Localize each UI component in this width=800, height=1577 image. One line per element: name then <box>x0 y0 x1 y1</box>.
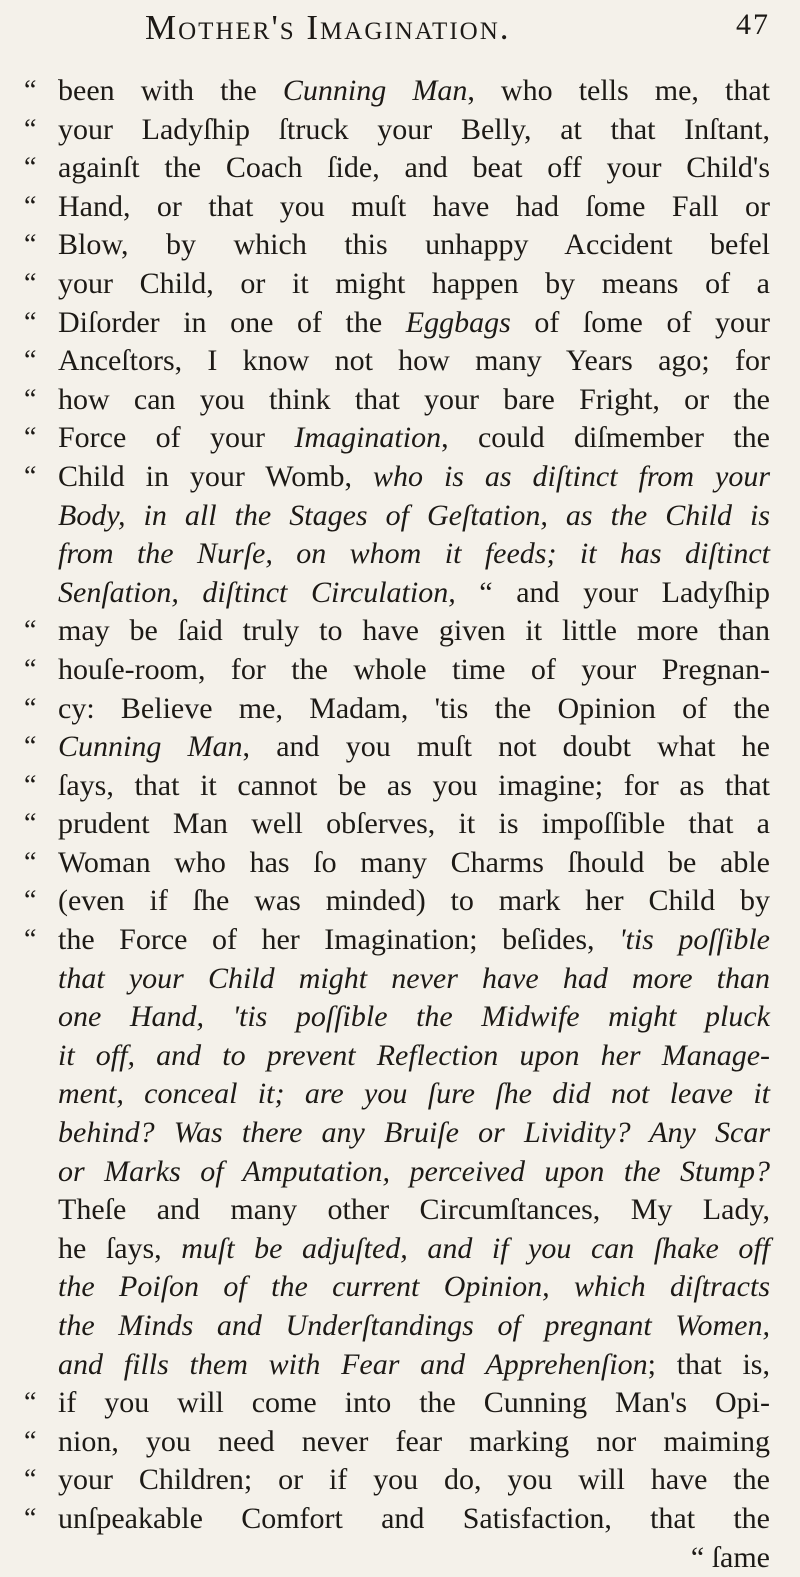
text-line <box>24 728 770 767</box>
quotation-mark: “ <box>24 808 37 840</box>
roman-text: the Force of her Imagination; beſides, <box>58 923 620 957</box>
quotation-mark: “ <box>24 615 37 647</box>
italic-text: it off, and to prevent Reflection upon her Manage- <box>58 1038 770 1072</box>
text-line <box>24 882 770 921</box>
quotation-mark: “ <box>24 190 37 222</box>
line-text <box>58 421 770 454</box>
text-line <box>24 265 770 304</box>
line-text <box>58 1232 770 1265</box>
line-text <box>58 1386 770 1419</box>
quotation-mark: “ <box>24 422 37 454</box>
quotation-mark: “ <box>24 653 37 685</box>
body-text <box>24 72 771 1577</box>
italic-text: that your Child might never have had more than <box>58 961 770 995</box>
quotation-mark: “ <box>24 1502 37 1534</box>
quotation-mark: “ <box>24 1425 37 1457</box>
line-text <box>58 74 770 107</box>
quotation-mark: “ <box>24 113 37 145</box>
line-text <box>58 576 770 609</box>
text-line <box>24 149 770 188</box>
line-text <box>58 1309 770 1342</box>
line-text <box>58 962 770 995</box>
text-line <box>24 226 770 265</box>
text-line <box>58 1037 770 1076</box>
text-line <box>24 1500 770 1539</box>
line-text <box>58 1000 770 1033</box>
italic-text: the Minds and Underſtandings of pregnant Women, <box>58 1309 770 1342</box>
text-line <box>24 844 770 883</box>
italic-text: and fills them with Fear and Apprehenſion <box>58 1347 648 1381</box>
text-line <box>24 1384 770 1423</box>
line-text <box>58 113 770 146</box>
roman-text: houſe-room, for the whole time of your Pregnan- <box>58 652 770 686</box>
roman-text: how can you think that your bare Fright, or the <box>58 382 770 416</box>
text-line <box>24 805 770 844</box>
line-text <box>58 1463 770 1496</box>
quotation-mark: “ <box>24 692 37 724</box>
quotation-mark: “ <box>24 152 37 184</box>
line-text <box>58 1116 770 1149</box>
line-text <box>58 923 770 956</box>
italic-text: Body, in all the Stages of Geſtation, as the Child is <box>58 498 770 532</box>
line-text <box>58 1077 770 1110</box>
line-text <box>58 807 770 840</box>
line-text <box>58 653 770 686</box>
roman-text: , who tells me, that <box>467 74 771 107</box>
text-line <box>24 304 770 343</box>
text-line <box>58 960 770 999</box>
line-text <box>58 460 770 493</box>
page-number: 47 <box>736 8 770 41</box>
roman-text: Force of your <box>58 421 295 455</box>
quotation-mark: “ <box>24 75 37 106</box>
text-line <box>24 419 770 458</box>
roman-text: againſt the Coach ſide, and beat off your Child's <box>58 151 770 185</box>
italic-text: Senſation, diſtinct Circulation, <box>58 575 456 609</box>
roman-text: Anceſtors, I know not how many Years ago; for <box>58 344 770 378</box>
line-text <box>58 1155 770 1188</box>
line-text <box>58 1425 770 1458</box>
italic-text: 'tis poſſible <box>619 923 771 957</box>
quotation-mark: “ <box>24 267 37 299</box>
text-line <box>58 1191 770 1230</box>
line-text <box>58 884 770 917</box>
roman-text: unſpeakable Comfort and Satisfaction, that the <box>58 1501 770 1535</box>
line-text <box>58 730 770 763</box>
line-text <box>58 1193 770 1226</box>
running-header <box>145 8 770 48</box>
italic-text: one Hand, 'tis poſſible the Midwife might pluck <box>58 1000 770 1034</box>
quotation-mark: “ <box>24 885 37 917</box>
roman-text: Blow, by which this unhappy Accident befel <box>58 228 770 262</box>
line-text <box>58 267 770 300</box>
italic-text: Imagination <box>294 421 442 455</box>
quotation-mark: “ <box>24 1464 37 1496</box>
text-line <box>24 921 771 960</box>
roman-text: Diſorder in one of the <box>58 305 406 339</box>
text-line <box>24 188 770 227</box>
text-line <box>58 1114 770 1153</box>
quotation-mark: “ <box>24 731 37 763</box>
roman-text: your Ladyſhip ſtruck your Belly, at that Inſtant, <box>58 112 770 146</box>
text-line <box>58 1230 770 1269</box>
roman-text: he ſays, <box>58 1231 182 1265</box>
line-text <box>58 228 770 261</box>
running-title: Mother's Imagination. <box>145 8 511 47</box>
roman-text: Hand, or that you muſt have had ſome Fall or <box>58 189 770 223</box>
italic-text: the Poiſon of the current Opinion, which diſtracts <box>58 1270 770 1304</box>
line-text <box>58 151 770 184</box>
quotation-mark: “ <box>24 846 37 878</box>
line-text <box>58 499 770 532</box>
italic-text: or Marks of Amputation, perceived upon the Stump? <box>58 1154 770 1188</box>
roman-text: “ and your Ladyſhip <box>455 575 770 609</box>
roman-text: ſays, that it cannot be as you imagine; for as that <box>58 768 770 802</box>
quotation-mark: “ <box>24 1387 37 1419</box>
line-text <box>58 1502 770 1535</box>
text-line <box>58 1075 770 1114</box>
roman-text: Child in your Womb, <box>58 459 374 493</box>
quotation-mark: “ <box>24 383 37 415</box>
line-text <box>58 614 770 647</box>
line-text <box>58 769 770 802</box>
line-text <box>58 1270 770 1303</box>
text-line <box>24 767 770 806</box>
text-line <box>24 690 770 729</box>
roman-text: of ſome of your <box>510 305 770 339</box>
roman-text: if you will come into the Cunning Man's Opi- <box>58 1386 770 1420</box>
text-line <box>58 1307 770 1346</box>
text-line <box>24 342 770 381</box>
text-line <box>58 1346 770 1385</box>
line-text <box>58 692 770 725</box>
text-line <box>58 535 770 574</box>
italic-text: Cunning Man <box>282 74 468 107</box>
roman-text: may be ſaid truly to have given it little more than <box>58 614 770 648</box>
quotation-mark: “ <box>24 924 37 956</box>
roman-text: prudent Man well obſerves, it is impoſſible that a <box>58 807 770 841</box>
line-text <box>58 537 770 570</box>
italic-text: ment, conceal it; are you ſure ſhe did not leave it <box>58 1077 770 1111</box>
italic-text: Eggbags <box>405 305 511 339</box>
roman-text: Theſe and many other Circumſtances, My Lady, <box>58 1193 770 1227</box>
line-text <box>58 846 770 879</box>
roman-text: (even if ſhe was minded) to mark her Child by <box>58 884 770 918</box>
roman-text: , and you muſt not doubt what he <box>242 730 770 764</box>
line-text <box>58 190 770 223</box>
roman-text: Woman who has ſo many Charms ſhould be able <box>58 845 770 879</box>
italic-text: Cunning Man <box>58 730 243 764</box>
italic-text: who is as diſtinct from your <box>373 459 770 493</box>
italic-text: muſt be adjuſted, and if you can ſhake off <box>181 1231 770 1265</box>
line-text <box>58 344 770 377</box>
roman-text: cy: Believe me, Madam, 'tis the Opinion of the <box>58 691 770 725</box>
line-text <box>58 1039 770 1072</box>
roman-text: your Children; or if you do, you will have the <box>58 1463 770 1497</box>
roman-text: ; that is, <box>647 1347 770 1381</box>
roman-text: been with the <box>58 74 283 107</box>
quotation-mark: “ <box>24 345 37 377</box>
text-line <box>58 998 770 1037</box>
roman-text: nion, you need never fear marking nor maiming <box>58 1424 770 1458</box>
quotation-mark: “ <box>24 306 37 338</box>
text-line <box>24 651 770 690</box>
text-line <box>24 1461 770 1500</box>
text-line <box>24 612 770 651</box>
text-line <box>24 381 770 420</box>
quotation-mark: “ <box>24 229 37 261</box>
text-line <box>58 574 770 613</box>
quotation-mark: “ <box>24 769 37 801</box>
roman-text: , could diſmember the <box>441 421 770 455</box>
catchword: “ ſame <box>690 1540 770 1574</box>
text-line <box>24 111 770 150</box>
text-line <box>58 1153 770 1192</box>
italic-text: behind? Was there any Bruiſe or Lividity? Any Scar <box>58 1116 770 1150</box>
italic-text: from the Nurſe, on whom it feeds; it has diſtinct <box>58 537 770 571</box>
text-line <box>24 458 770 497</box>
quotation-mark: “ <box>24 460 37 492</box>
roman-text: your Child, or it might happen by means of a <box>58 266 770 300</box>
line-text <box>58 1348 770 1381</box>
text-line <box>24 1423 770 1462</box>
text-line <box>58 497 770 536</box>
line-text <box>58 306 770 339</box>
line-text <box>58 383 770 416</box>
text-line <box>58 1268 770 1307</box>
text-line <box>24 72 771 111</box>
